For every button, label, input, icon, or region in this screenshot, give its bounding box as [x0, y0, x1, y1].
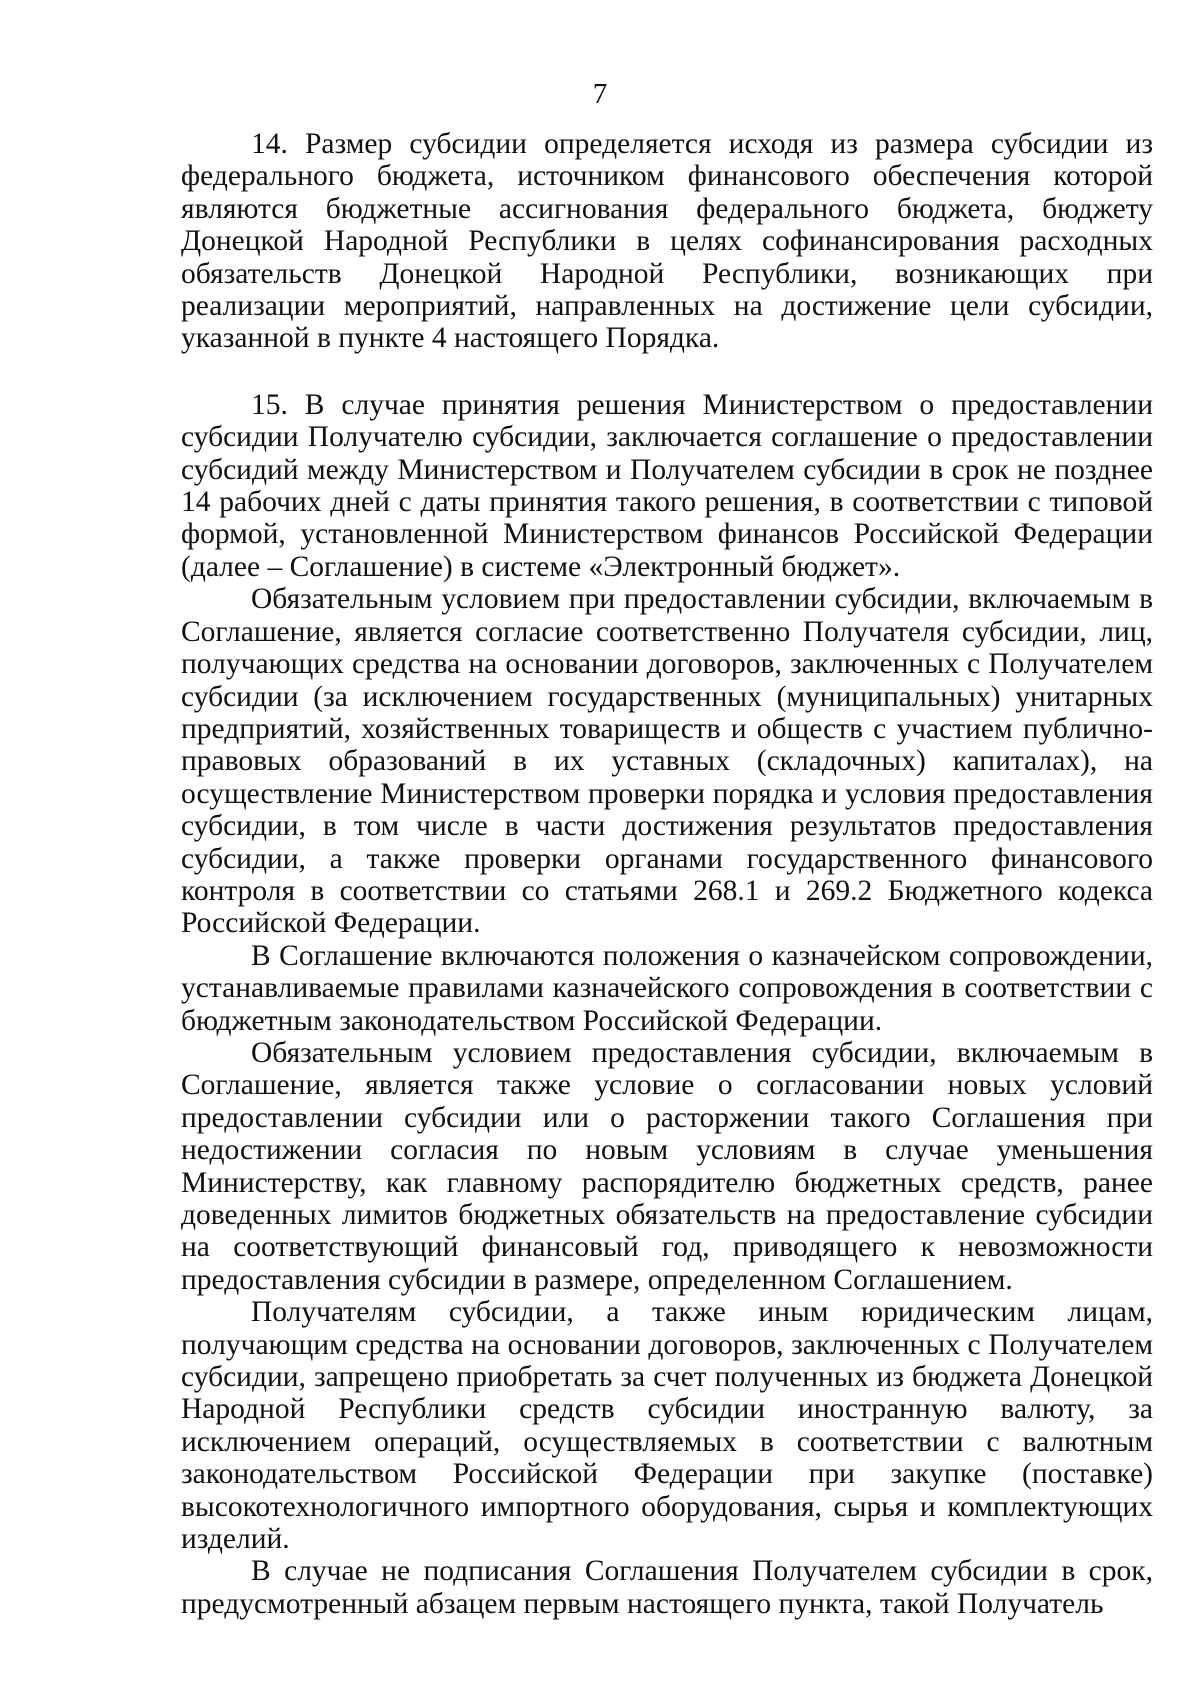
document-body	[181, 128, 1153, 1620]
paragraph-15: 15. В случае принятия решения Министерством о предоставлении субсидии Получателю субсидии, заключается соглашение о предоставлении субсидий между Министерством и Получателем субсидии в срок не позднее 14 рабочих дней с даты принятия такого решения, в соответствии с типовой формой, установленной Министерством финансов Российской Федерации (далее – Соглашение) в системе «Электронный бюджет».	[181, 388, 1153, 583]
paragraph-14: 14. Размер субсидии определяется исходя из размера субсидии из федерального бюджета, источником финансового обеспечения которой являются бюджетные ассигнования федерального бюджета, бюджету Донецкой Народной Республики в целях софинансирования расходных обязательств Донецкой Народной Республики, возникающих при реализации мероприятий, направленных на достижение цели субсидии, указанной в пункте 4 настоящего Порядка.	[181, 128, 1153, 355]
page-number: 7	[592, 78, 608, 110]
paragraph-treasury-support: В Соглашение включаются положения о казначейском сопровождении, устанавливаемые правилами казначейского сопровождения в соответствии с бюджетным законодательством Российской Федерации.	[181, 939, 1153, 1037]
paragraph-currency-prohibition: Получателям субсидии, а также иным юридическим лицам, получающим средства на основании договоров, заключенных с Получателем субсидии, запрещено приобретать за счет полученных из бюджета Донецкой Народной Республики средств субсидии иностранную валюту, за исключением операций, осуществляемых в соответствии с валютным законодательством Российской Федерации при закупке (поставке) высокотехнологичного импортного оборудования, сырья и комплектующих изделий.	[181, 1296, 1153, 1556]
paragraph-unsigned-agreement: В случае не подписания Соглашения Получателем субсидии в срок, предусмотренный абзацем первым настоящего пункта, такой Получатель	[181, 1555, 1153, 1620]
paragraph-mandatory-condition-new-terms: Обязательным условием предоставления субсидии, включаемым в Соглашение, является также условие о согласовании новых условий предоставлении субсидии или о расторжении такого Соглашения при недостижении согласия по новым условиям в случае уменьшения Министерству, как главному распорядителю бюджетных средств, ранее доведенных лимитов бюджетных обязательств на предоставление субсидии на соответствующий финансовый год, приводящего к невозможности предоставления субсидии в размере, определенном Соглашением.	[181, 1036, 1153, 1296]
paragraph-spacer	[181, 355, 1153, 389]
paragraph-mandatory-condition-control: Обязательным условием при предоставлении субсидии, включаемым в Соглашение, является согласие соответственно Получателя субсидии, лиц, получающих средства на основании договоров, заключенных с Получателем субсидии (за исключением государственных (муниципальных) унитарных предприятий, хозяйственных товариществ и обществ с участием публично-правовых образований в их уставных (складочных) капиталах), на осуществление Министерством проверки порядка и условия предоставления субсидии, в том числе в части достижения результатов предоставления субсидии, а также проверки органами государственного финансового контроля в соответствии со статьями 268.1 и 269.2 Бюджетного кодекса Российской Федерации.	[181, 583, 1153, 940]
